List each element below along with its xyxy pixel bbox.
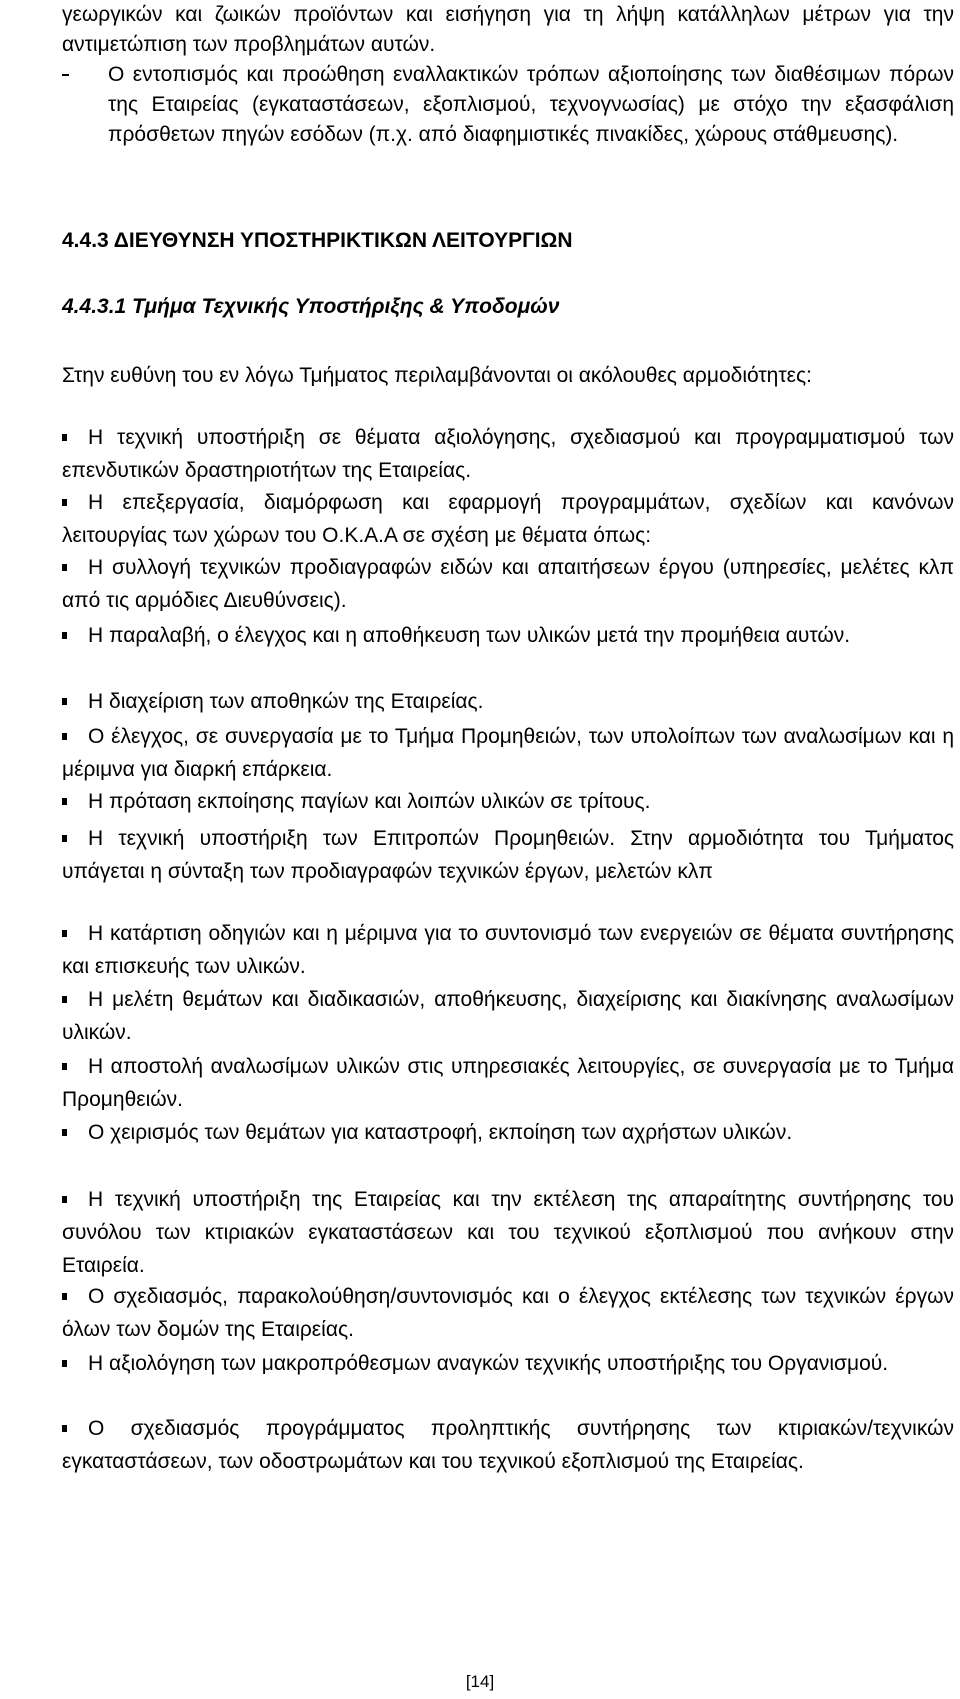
- list-item: [62, 983, 954, 1049]
- list-item-text: Η αξιολόγηση των μακροπρόθεσμων αναγκών τεχνικής υποστήριξης του Οργανισμού.: [88, 1352, 889, 1375]
- list-item: [62, 1116, 954, 1149]
- list-item-text: Η συλλογή τεχνικών προδιαγραφών ειδών και απαιτήσεων έργου (υπηρεσίες, μελέτες κλπ από τις αρμόδιες Διευθύνσεις).: [62, 556, 954, 612]
- list-item: [62, 486, 954, 552]
- list-item-text: Ο χειρισμός των θεμάτων για καταστροφή, εκποίηση των αχρήστων υλικών.: [88, 1121, 793, 1144]
- page-number: [14]: [465, 1672, 495, 1691]
- list-item-text: Η αποστολή αναλωσίμων υλικών στις υπηρεσιακές λειτουργίες, σε συνεργασία με το Τμήμα Προμηθειών.: [62, 1055, 954, 1111]
- list-item-text: Ο σχεδιασμός, παρακολούθηση/συντονισμός και ο έλεγχος εκτέλεσης των τεχνικών έργων όλων των δομών της Εταιρείας.: [62, 1285, 954, 1341]
- list-item-text: Η επεξεργασία, διαμόρφωση και εφαρμογή προγραμμάτων, σχεδίων και κανόνων λειτουργίας των χώρων του Ο.Κ.Α.Α σε σχέση με θέματα όπως:: [62, 491, 954, 547]
- list-item-text: Η κατάρτιση οδηγιών και η μέριμνα για το συντονισμό των ενεργειών σε θέματα συντήρησης και επισκευής των υλικών.: [62, 922, 954, 978]
- list-item-text: Η μελέτη θεμάτων και διαδικασιών, αποθήκευσης, διαχείρισης και διακίνησης αναλωσίμων υλικών.: [62, 988, 954, 1044]
- list-item-text: Η πρόταση εκποίησης παγίων και λοιπών υλικών σε τρίτους.: [88, 790, 651, 813]
- list-item: [62, 720, 954, 786]
- list-item: [62, 1183, 954, 1282]
- section-lead-paragraph: Στην ευθύνη του εν λόγω Τμήματος περιλαμβάνονται οι ακόλουθες αρμοδιότητες:: [62, 364, 812, 387]
- list-item-text: Η παραλαβή, ο έλεγχος και η αποθήκευση των υλικών μετά την προμήθεια αυτών.: [88, 624, 851, 647]
- list-item: [62, 551, 954, 617]
- list-item: [62, 421, 954, 487]
- list-item: [62, 1347, 954, 1380]
- list-item-text: Η τεχνική υποστήριξη των Επιτροπών Προμηθειών. Στην αρμοδιότητα του Τμήματος υπάγεται η σύνταξη των προδιαγραφών τεχνικών έργων, μελετών κλπ: [62, 827, 954, 883]
- dash-list-item: Ο εντοπισμός και προώθηση εναλλακτικών τρόπων αξιοποίησης των διαθέσιμων πόρων της Εταιρείας (εγκαταστάσεων, εξοπλισμού, τεχνογνωσίας) με στόχο την εξασφάλιση πρόσθετων πηγών εσόδων (π.χ. από διαφημιστικές πινακίδες, χώρους στάθμευσης).: [108, 63, 954, 146]
- list-item-text: Η τεχνική υποστήριξη της Εταιρείας και την εκτέλεση της απαραίτητης συντήρησης του συνόλου των κτιριακών εγκαταστάσεων και του τεχνικού εξοπλισμού που ανήκουν στην Εταιρεία.: [62, 1188, 954, 1277]
- list-item: [62, 785, 954, 818]
- section-subheading: 4.4.3.1 Τμήμα Τεχνικής Υποστήριξης & Υποδομών: [62, 295, 560, 318]
- list-item-text: Η διαχείριση των αποθηκών της Εταιρείας.: [88, 690, 484, 713]
- list-item: [62, 1280, 954, 1346]
- list-item: [62, 1050, 954, 1116]
- section-heading: 4.4.3 ΔΙΕΥΘΥΝΣΗ ΥΠΟΣΤΗΡΙΚΤΙΚΩΝ ΛΕΙΤΟΥΡΓΙΩΝ: [62, 229, 573, 252]
- list-item-text: Η τεχνική υποστήριξη σε θέματα αξιολόγησης, σχεδιασμού και προγραμματισμού των επενδυτικών δραστηριοτήτων της Εταιρείας.: [62, 426, 954, 482]
- continuation-paragraph: γεωργικών και ζωικών προϊόντων και εισήγηση για τη λήψη κατάλληλων μέτρων για την αντιμετώπιση των προβλημάτων αυτών.: [62, 3, 954, 56]
- list-item-text: Ο έλεγχος, σε συνεργασία με το Τμήμα Προμηθειών, των υπολοίπων των αναλωσίμων και η μέριμνα για διαρκή επάρκεια.: [62, 725, 954, 781]
- list-item: [62, 1412, 954, 1478]
- dash-marker: [62, 74, 69, 76]
- list-item: [62, 619, 954, 652]
- list-item: [62, 822, 954, 888]
- list-item-text: Ο σχεδιασμός προγράμματος προληπτικής συντήρησης των κτιριακών/τεχνικών εγκαταστάσεων, των οδοστρωμάτων και του τεχνικού εξοπλισμού της Εταιρείας.: [62, 1417, 954, 1473]
- list-item: [62, 917, 954, 983]
- list-item: [62, 685, 954, 718]
